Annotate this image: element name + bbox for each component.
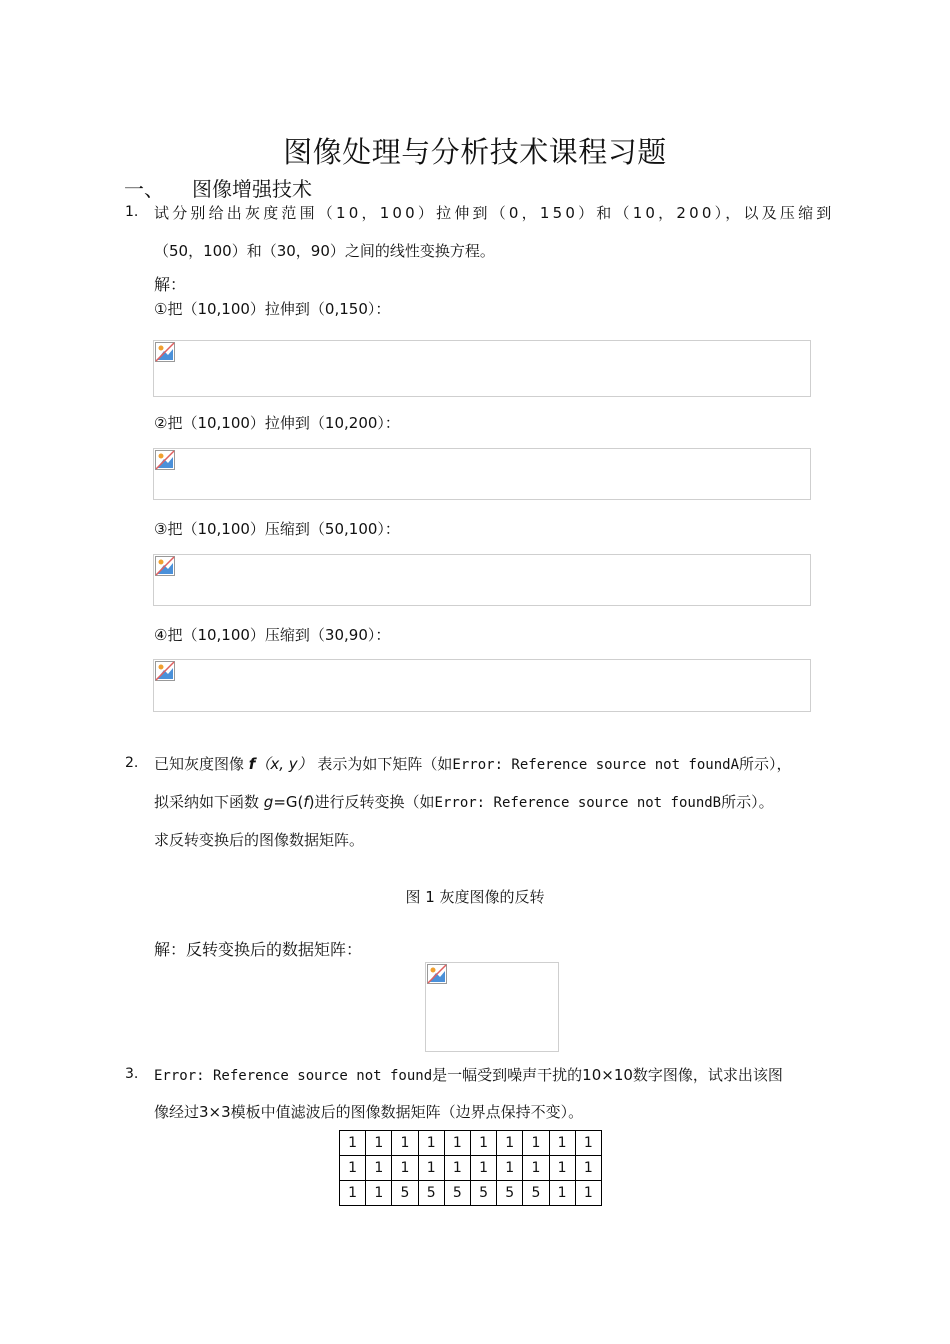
q1-line2: （50，100）和（30，90）之间的线性变换方程。 [154, 242, 495, 260]
equation-image-2 [153, 448, 811, 500]
table-cell: 1 [444, 1156, 470, 1181]
table-row [340, 1156, 602, 1181]
table-cell: 1 [366, 1181, 392, 1206]
q3-text: 是一幅受到噪声干扰的10×10数字图像，试求出该图 [432, 1066, 783, 1084]
table-cell: 1 [470, 1131, 496, 1156]
q2-symbol-g: g [263, 793, 274, 811]
table-cell: 1 [418, 1131, 444, 1156]
q2-reference-error: Error: Reference source not foundA [452, 757, 739, 773]
table-cell: 1 [340, 1181, 366, 1206]
figure-caption: 图 1 灰度图像的反转 [405, 888, 545, 906]
section-heading [124, 173, 312, 202]
table-cell: 1 [575, 1131, 601, 1156]
q3-line1 [154, 1064, 783, 1085]
section-number: 一、 [124, 177, 164, 201]
table-row [340, 1131, 602, 1156]
table-cell: 1 [418, 1156, 444, 1181]
q2-symbol: =G( [273, 793, 304, 811]
q1-answer-label: 解： [154, 275, 187, 294]
q2-text: 所示）， [739, 755, 792, 773]
table-cell: 1 [549, 1181, 575, 1206]
q2-answer: 解：反转变换后的数据矩阵： [154, 940, 363, 959]
table-cell: 5 [418, 1181, 444, 1206]
q2-symbol-f: f [248, 755, 256, 773]
table-row [340, 1181, 602, 1206]
q1-line1: 试分别给出灰度范围（10，100）拉伸到（0，150）和（10，200），以及压缩到 [154, 204, 835, 222]
table-cell: 5 [444, 1181, 470, 1206]
q2-text: 所示）。 [721, 793, 774, 811]
q2-text: 拟采纳如下函数 [154, 793, 260, 811]
table-cell: 1 [340, 1156, 366, 1181]
table-cell: 1 [366, 1156, 392, 1181]
table-cell: 1 [444, 1131, 470, 1156]
equation-image-1 [153, 340, 811, 397]
broken-image-icon [155, 450, 175, 470]
q1-item-4: ④把（10,100）压缩到（30,90）： [154, 626, 391, 644]
q2-line3: 求反转变换后的图像数据矩阵。 [154, 831, 365, 849]
q2-line1 [154, 753, 792, 774]
broken-image-icon [427, 964, 447, 984]
q2-number: 2. [125, 755, 139, 771]
table-cell: 5 [470, 1181, 496, 1206]
table-cell: 1 [497, 1156, 523, 1181]
q2-symbol: ) [308, 793, 315, 811]
q1-number: 1. [125, 204, 139, 220]
table-cell: 1 [392, 1131, 418, 1156]
table-cell: 5 [523, 1181, 549, 1206]
q2-symbol-xy: （x, y） [255, 755, 313, 773]
q3-number: 3. [125, 1066, 139, 1082]
table-cell: 5 [497, 1181, 523, 1206]
table-cell: 1 [340, 1131, 366, 1156]
q3-reference-error: Error: Reference source not found [154, 1068, 433, 1084]
table-cell: 1 [523, 1156, 549, 1181]
broken-image-icon [155, 342, 175, 362]
q2-text: 已知灰度图像 [154, 755, 245, 773]
table-cell: 1 [549, 1156, 575, 1181]
table-cell: 1 [470, 1156, 496, 1181]
equation-image-4 [153, 659, 811, 712]
q3-line2: 像经过3×3模板中值滤波后的图像数据矩阵（边界点保持不变）。 [154, 1103, 584, 1121]
table-cell: 1 [497, 1131, 523, 1156]
q1-item-3: ③把（10,100）压缩到（50,100）： [154, 520, 400, 538]
table-cell: 1 [366, 1131, 392, 1156]
table-cell: 1 [523, 1131, 549, 1156]
broken-image-icon [155, 661, 175, 681]
q2-text: 进行反转变换（如 [314, 793, 435, 811]
q1-item-2: ②把（10,100）拉伸到（10,200）： [154, 414, 400, 432]
page-title: 图像处理与分析技术课程习题 [283, 135, 667, 169]
table-cell: 1 [549, 1131, 575, 1156]
broken-image-icon [155, 556, 175, 576]
table-cell: 1 [575, 1156, 601, 1181]
table-cell: 1 [575, 1181, 601, 1206]
section-label: 图像增强技术 [192, 177, 312, 201]
q2-reference-error: Error: Reference source not foundB [434, 795, 722, 811]
equation-image-3 [153, 554, 811, 606]
matrix-image [425, 962, 559, 1052]
table-cell: 1 [392, 1156, 418, 1181]
q1-item-1: ①把（10,100）拉伸到（0,150）： [154, 300, 391, 318]
q2-text: 表示为如下矩阵（如 [317, 755, 453, 773]
q2-symbol-f: f [303, 793, 309, 811]
table-cell: 5 [392, 1181, 418, 1206]
image-matrix-table [339, 1130, 602, 1206]
q2-line2 [154, 791, 774, 812]
